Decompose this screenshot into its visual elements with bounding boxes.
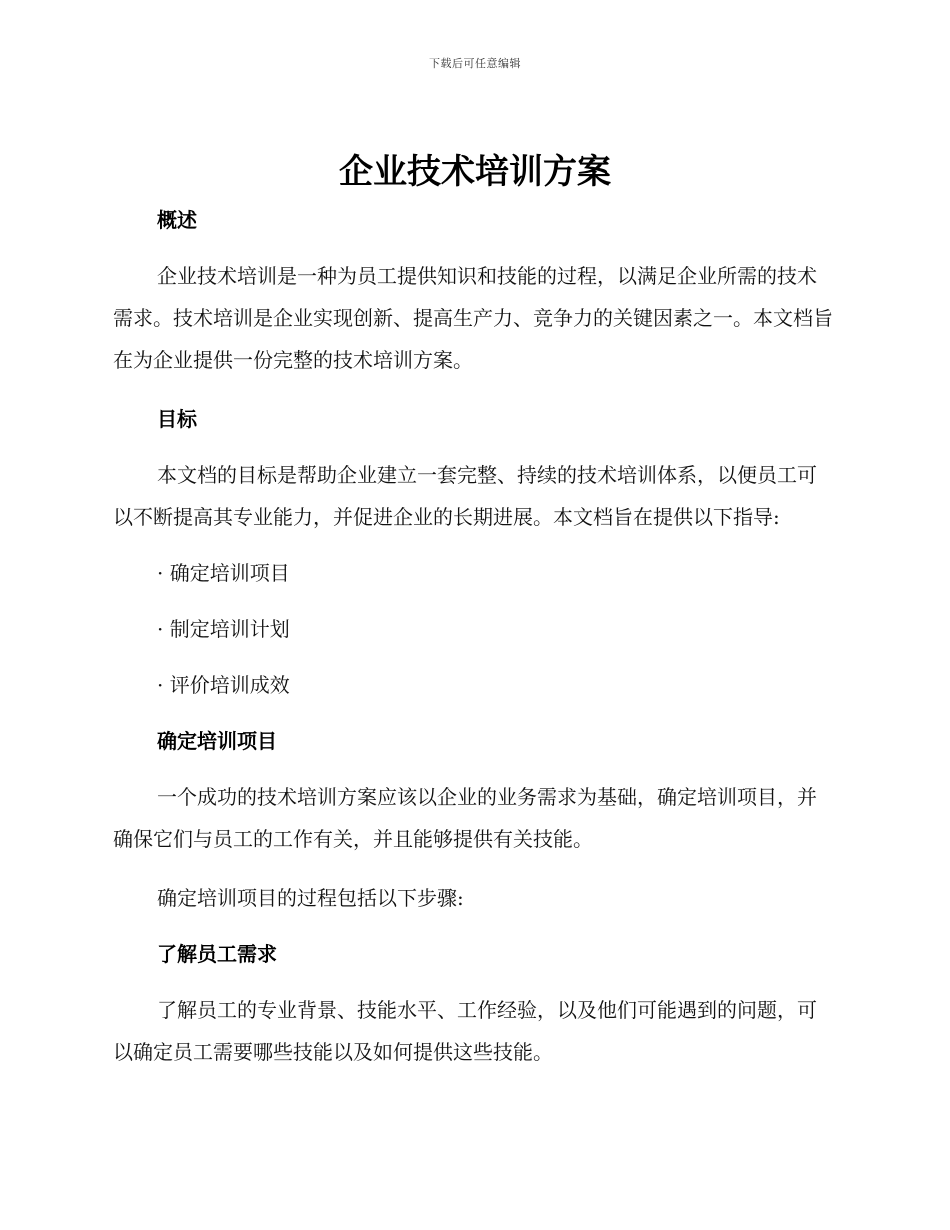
section-heading-goal: 目标	[157, 407, 197, 431]
paragraph-determine-steps: 确定培训项目的过程包括以下步骤:	[157, 886, 464, 910]
section-heading-understand: 了解员工需求	[157, 942, 277, 966]
paragraph-understand: 了解员工的专业背景、技能水平、工作经验，以及他们可能遇到的问题，可以确定员工需要哪些技能以及如何提供这些技能。	[113, 998, 817, 1064]
section-heading-overview: 概述	[157, 208, 197, 232]
paragraph-goal: 本文档的目标是帮助企业建立一套完整、持续的技术培训体系，以便员工可以不断提高其专业能力，并促进企业的长期进展。本文档旨在提供以下指导:	[113, 463, 817, 529]
paragraph-overview: 企业技术培训是一种为员工提供知识和技能的过程，以满足企业所需的技术需求。技术培训是企业实现创新、提高生产力、竞争力的关键因素之一。本文档旨在为企业提供一份完整的技术培训方案。	[113, 264, 833, 372]
paragraph-determine: 一个成功的技术培训方案应该以企业的业务需求为基础，确定培训项目，并确保它们与员工的工作有关，并且能够提供有关技能。	[113, 785, 817, 851]
list-item-evaluate: · 评价培训成效	[157, 673, 290, 697]
document-body	[113, 202, 833, 1073]
list-item-determine: · 确定培训项目	[157, 561, 290, 585]
page-header-note: 下载后可任意编辑	[429, 57, 521, 70]
document-title: 企业技术培训方案	[339, 152, 611, 192]
section-heading-determine: 确定培训项目	[157, 729, 277, 753]
list-item-plan: · 制定培训计划	[157, 617, 290, 641]
